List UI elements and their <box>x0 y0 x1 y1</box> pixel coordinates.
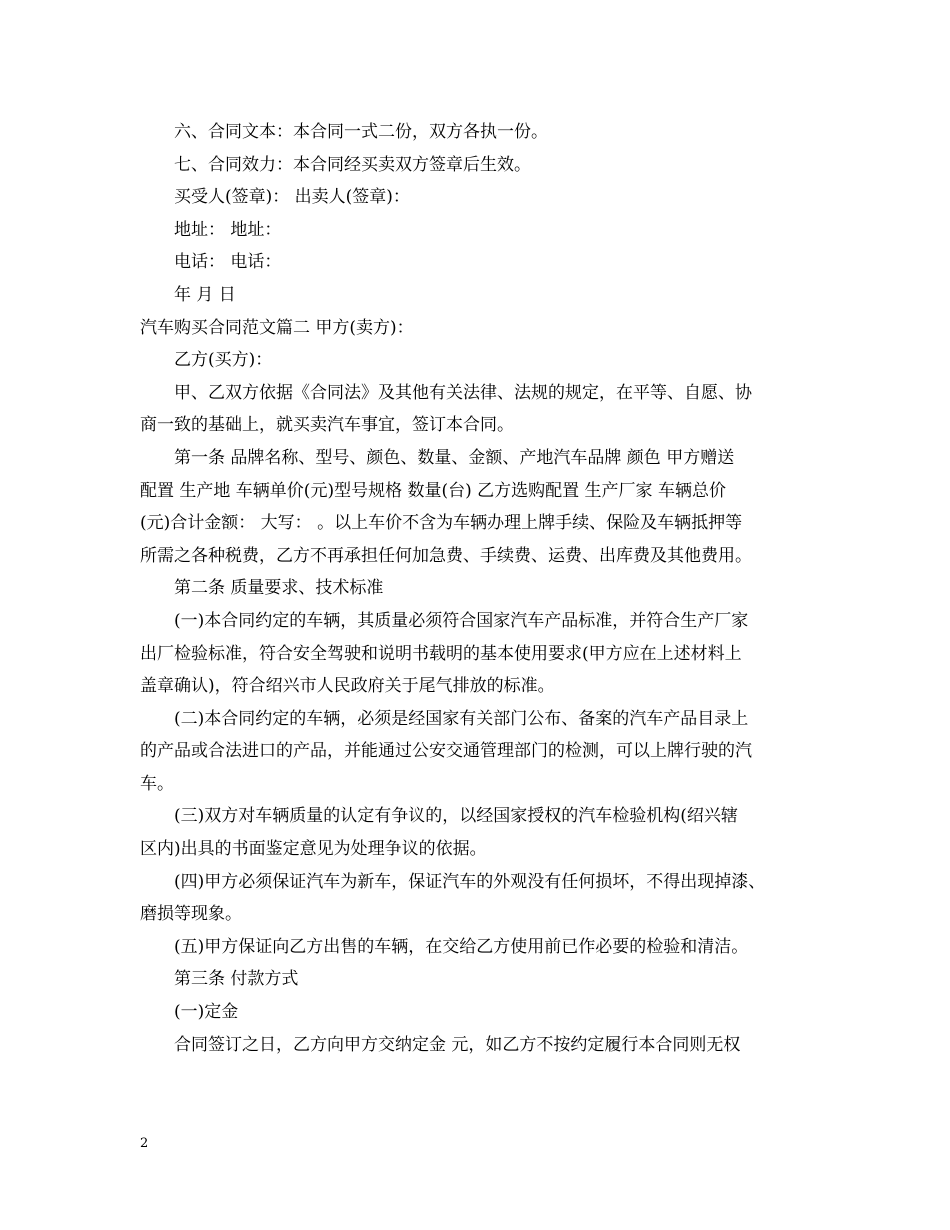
text-line: 年 月 日 <box>174 284 236 305</box>
text-line: 的产品或合法进口的产品，并能通过公安交通管理部门的检测，可以上牌行驶的汽 <box>140 741 752 762</box>
text-line: 盖章确认)，符合绍兴市人民政府关于尾气排放的标准。 <box>140 676 555 697</box>
text-line: (四)甲方必须保证汽车为新车，保证汽车的外观没有任何损坏，不得出现掉漆、 <box>174 871 766 892</box>
text-line: 地址： 地址： <box>174 219 282 240</box>
text-line: 买受人(签章)： 出卖人(签章)： <box>174 187 410 208</box>
text-line: 车。 <box>140 773 174 794</box>
text-line: 出厂检验标准，符合安全驾驶和说明书载明的基本使用要求(甲方应在上述材料上 <box>140 643 742 664</box>
text-line: (一)本合同约定的车辆，其质量必须符合国家汽车产品标准，并符合生产厂家 <box>174 610 749 631</box>
text-line: 第二条 质量要求、技术标准 <box>174 578 384 599</box>
text-line: 第一条 品牌名称、型号、颜色、数量、金额、产地汽车品牌 颜色 甲方赠送 <box>174 447 735 468</box>
text-line: 乙方(买方)： <box>174 350 273 371</box>
text-line: (三)双方对车辆质量的认定有争议的，以经国家授权的汽车检验机构(绍兴辖 <box>174 806 738 827</box>
text-line: 商一致的基础上，就买卖汽车事宜，签订本合同。 <box>140 415 514 436</box>
text-line: 七、合同效力：本合同经买卖双方签章后生效。 <box>174 154 531 175</box>
text-line: 配置 生产地 车辆单价(元)型号规格 数量(台) 乙方选购配置 生产厂家 车辆总价 <box>140 480 726 501</box>
text-line: (元)合计金额： 大写： 。以上车价不含为车辆办理上牌手续、保险及车辆抵押等 <box>140 513 743 534</box>
text-line: (二)本合同约定的车辆，必须是经国家有关部门公布、备案的汽车产品目录上 <box>174 708 749 729</box>
text-line: 汽车购买合同范文篇二 甲方(卖方)： <box>140 317 414 338</box>
text-line: 第三条 付款方式 <box>174 969 299 990</box>
text-line: 磨损等现象。 <box>140 904 242 925</box>
text-line: 甲、乙双方依据《合同法》及其他有关法律、法规的规定，在平等、自愿、协 <box>174 382 752 403</box>
text-line: 区内)出具的书面鉴定意见为处理争议的依据。 <box>140 839 487 860</box>
text-line: 合同签订之日，乙方向甲方交纳定金 元，如乙方不按约定履行本合同则无权 <box>174 1034 741 1055</box>
text-line: 六、合同文本：本合同一式二份，双方各执一份。 <box>174 122 548 142</box>
text-line: 所需之各种税费，乙方不再承担任何加急费、手续费、运费、出库费及其他费用。 <box>140 545 752 566</box>
page-number: 2 <box>140 1136 149 1151</box>
text-line: 电话： 电话： <box>174 252 282 273</box>
document-body <box>140 116 816 1061</box>
text-line: (一)定金 <box>174 1002 239 1023</box>
text-line: (五)甲方保证向乙方出售的车辆，在交给乙方使用前已作必要的检验和清洁。 <box>174 936 749 957</box>
